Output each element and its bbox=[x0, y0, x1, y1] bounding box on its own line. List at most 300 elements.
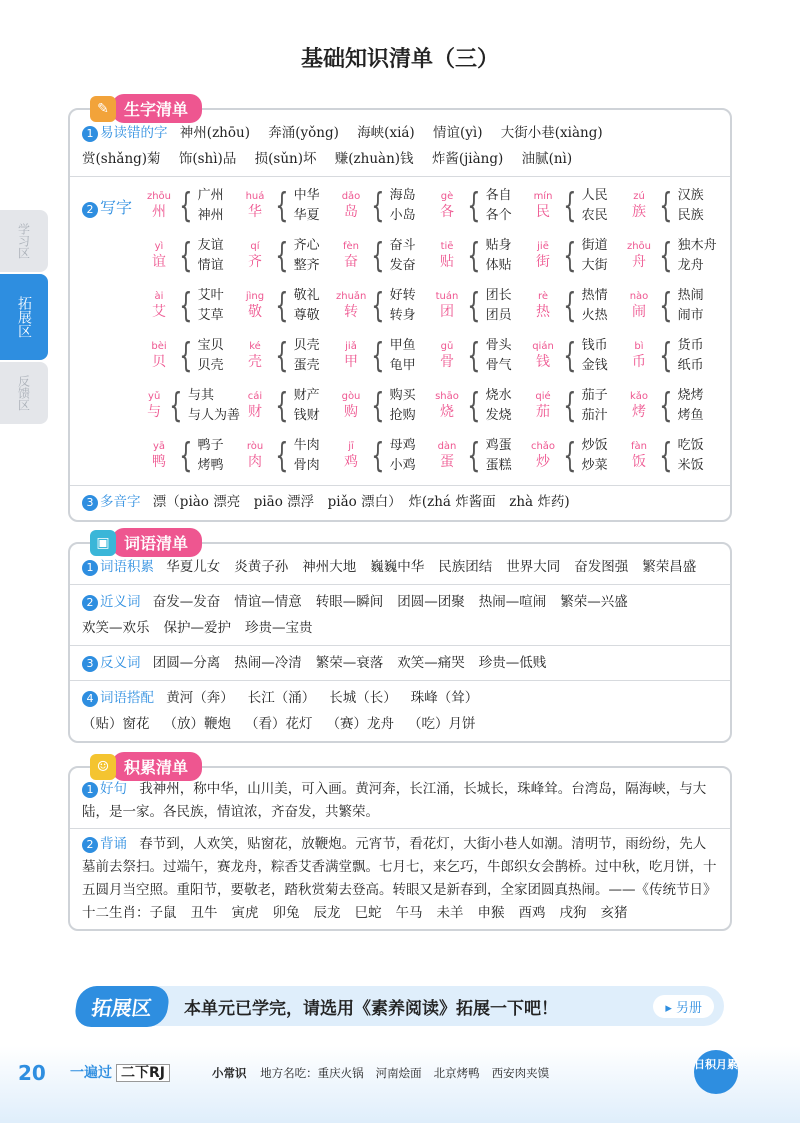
hanzi: 闹 bbox=[632, 304, 646, 320]
character bbox=[336, 241, 366, 271]
card-title: 生字清单 bbox=[112, 94, 202, 123]
banner-tag: 拓展区 bbox=[73, 986, 171, 1027]
extension-banner bbox=[84, 986, 724, 1026]
pinyin: zhuǎn bbox=[336, 291, 367, 302]
word-group bbox=[390, 386, 416, 426]
word-item: 海峡(xiá) bbox=[357, 125, 415, 141]
word-item: 神州(zhōu) bbox=[179, 125, 250, 141]
brace-icon: { bbox=[275, 186, 289, 226]
word-group bbox=[198, 186, 224, 226]
hanzi: 烧 bbox=[440, 404, 454, 420]
section-label: 4 词语搭配 bbox=[82, 690, 154, 706]
word-item: 炎黄子孙 bbox=[234, 559, 289, 575]
brace-icon: { bbox=[467, 386, 481, 426]
word: 贝壳 bbox=[293, 338, 320, 353]
zodiac-item: 寅虎 bbox=[231, 905, 259, 921]
character-cell bbox=[432, 333, 528, 379]
word: 贝壳 bbox=[197, 358, 224, 373]
brace-icon: { bbox=[659, 386, 673, 426]
character-cell bbox=[528, 333, 624, 379]
word: 整齐 bbox=[293, 258, 320, 273]
word: 贴身 bbox=[485, 238, 512, 253]
brace-icon: { bbox=[275, 236, 289, 276]
word-item: 赏(shǎng)菊 bbox=[82, 151, 161, 167]
pinyin: qí bbox=[250, 241, 260, 252]
pinyin: bì bbox=[634, 341, 644, 352]
collocation: （吃）月饼 bbox=[408, 716, 476, 732]
brace-icon: { bbox=[563, 286, 577, 326]
character-cell bbox=[528, 383, 624, 429]
hanzi: 饭 bbox=[632, 454, 646, 470]
character-cell bbox=[144, 233, 240, 279]
collocation: （贴）窗花 bbox=[82, 716, 150, 732]
section-synonyms bbox=[70, 585, 730, 646]
side-tab-feedback[interactable]: 反馈区 bbox=[0, 362, 48, 424]
word: 独木舟 bbox=[677, 238, 717, 253]
collocation: 黄河（奔） bbox=[166, 690, 234, 706]
word: 炒饭 bbox=[581, 438, 608, 453]
side-tab-learning[interactable]: 学习区 bbox=[0, 210, 48, 272]
word-group bbox=[390, 336, 416, 376]
word-group bbox=[582, 186, 608, 226]
character bbox=[624, 391, 654, 421]
word-group bbox=[678, 286, 704, 326]
section-label: 1 易读错的字 bbox=[82, 125, 168, 141]
character bbox=[528, 341, 558, 371]
brace-icon: { bbox=[371, 186, 385, 226]
character-cell bbox=[144, 383, 240, 429]
brand-name: 一遍过 bbox=[70, 1065, 112, 1081]
brace-icon: { bbox=[371, 436, 385, 476]
synonym-pair: 欢笑—欢乐 bbox=[82, 620, 150, 636]
brace-icon: { bbox=[371, 336, 385, 376]
zodiac-item: 巳蛇 bbox=[354, 905, 382, 921]
pinyin: qié bbox=[535, 391, 551, 402]
pinyin: gòu bbox=[341, 391, 361, 402]
recitation-text: 春节到，人欢笑，贴窗花，放鞭炮。元宵节，看花灯，大街小巷人如潮。清明节，雨纷纷，先人墓前去祭扫。过端午，赛龙舟，粽香艾香满堂飘。七月七，来乞巧，牛郎织女会鹊桥。过中秋，吃月饼，十五圆月当空照。重阳节，要敬老，踏秋赏菊去登高。转眼又是新春到，全家团圆真热闹。——《传统节日》 bbox=[82, 836, 717, 898]
character-cell bbox=[624, 333, 720, 379]
brace-icon: { bbox=[467, 336, 481, 376]
word: 敬礼 bbox=[293, 288, 320, 303]
word-group bbox=[198, 286, 224, 326]
word-item: 饰(shì)品 bbox=[178, 151, 237, 167]
word-item: 民族团结 bbox=[438, 559, 493, 575]
word: 茄汁 bbox=[581, 408, 608, 423]
brace-icon: { bbox=[659, 186, 673, 226]
word: 各个 bbox=[485, 208, 512, 223]
word: 吃饭 bbox=[677, 438, 704, 453]
pinyin: bèi bbox=[151, 341, 167, 352]
word: 龟甲 bbox=[389, 358, 416, 373]
word-group bbox=[390, 286, 416, 326]
page-number: 20 bbox=[18, 1061, 46, 1085]
character bbox=[336, 291, 366, 321]
word-item: 大街小巷(xiàng) bbox=[500, 125, 603, 141]
section-label: 3 多音字 bbox=[82, 494, 141, 510]
word: 与人为善 bbox=[187, 408, 240, 423]
word: 闹市 bbox=[677, 308, 704, 323]
word-group bbox=[678, 186, 704, 226]
brace-icon: { bbox=[467, 286, 481, 326]
brace-icon: { bbox=[179, 286, 193, 326]
word-group bbox=[486, 386, 512, 426]
word-group bbox=[198, 236, 224, 276]
character bbox=[432, 391, 462, 421]
brace-icon: { bbox=[371, 236, 385, 276]
word: 友谊 bbox=[197, 238, 224, 253]
footer bbox=[0, 1046, 800, 1123]
synonym-pair: 保护—爱护 bbox=[163, 620, 231, 636]
pinyin: zhōu bbox=[146, 191, 172, 202]
brace-icon: { bbox=[275, 436, 289, 476]
pinyin: ròu bbox=[246, 441, 264, 452]
grade-label: 二下RJ bbox=[116, 1064, 170, 1082]
word: 火热 bbox=[581, 308, 608, 323]
pinyin: dàn bbox=[437, 441, 457, 452]
word: 人民 bbox=[581, 188, 608, 203]
character bbox=[144, 291, 174, 321]
word-group bbox=[390, 236, 416, 276]
word-group bbox=[486, 336, 512, 376]
word-group bbox=[294, 386, 320, 426]
hanzi: 齐 bbox=[248, 254, 262, 270]
brace-icon: { bbox=[659, 336, 673, 376]
zodiac-item: 戌狗 bbox=[559, 905, 587, 921]
section-collocations bbox=[70, 681, 730, 741]
pinyin: gǔ bbox=[440, 341, 454, 352]
side-tab-extension[interactable]: 拓展区 bbox=[0, 274, 48, 360]
word-item: 损(sǔn)坏 bbox=[254, 151, 317, 167]
food-item: 西安肉夹馍 bbox=[491, 1066, 550, 1080]
pinyin: chǎo bbox=[530, 441, 556, 452]
character-cell bbox=[528, 283, 624, 329]
word: 钱币 bbox=[581, 338, 608, 353]
character-cell bbox=[624, 283, 720, 329]
brace-icon: { bbox=[467, 186, 481, 226]
character bbox=[144, 191, 174, 221]
hanzi: 贝 bbox=[152, 354, 166, 370]
word: 街道 bbox=[581, 238, 608, 253]
word: 奋斗 bbox=[389, 238, 416, 253]
hanzi: 财 bbox=[248, 404, 262, 420]
word-group bbox=[198, 436, 224, 476]
word: 蛋糕 bbox=[485, 458, 512, 473]
word: 广州 bbox=[197, 188, 224, 203]
brace-icon: { bbox=[275, 386, 289, 426]
hanzi: 购 bbox=[344, 404, 358, 420]
pinyin: rè bbox=[537, 291, 549, 302]
word-group bbox=[582, 436, 608, 476]
brace-icon: { bbox=[659, 236, 673, 276]
character-cell bbox=[624, 183, 720, 229]
character bbox=[144, 341, 174, 371]
pinyin: mín bbox=[533, 191, 553, 202]
brace-icon: { bbox=[467, 236, 481, 276]
word: 齐心 bbox=[293, 238, 320, 253]
hanzi: 岛 bbox=[344, 204, 358, 220]
word-group bbox=[198, 336, 224, 376]
word: 大街 bbox=[581, 258, 608, 273]
pinyin: ài bbox=[154, 291, 164, 302]
word: 汉族 bbox=[677, 188, 704, 203]
character-cell bbox=[432, 433, 528, 479]
word-item: 奋发图强 bbox=[574, 559, 629, 575]
word: 烤鱼 bbox=[677, 408, 704, 423]
brace-icon: { bbox=[563, 386, 577, 426]
zodiac-item: 未羊 bbox=[436, 905, 464, 921]
word-group bbox=[294, 336, 320, 376]
brace-icon: { bbox=[275, 286, 289, 326]
pinyin: yì bbox=[154, 241, 164, 252]
word: 华夏 bbox=[293, 208, 320, 223]
character bbox=[432, 291, 462, 321]
character bbox=[528, 391, 558, 421]
hanzi: 民 bbox=[536, 204, 550, 220]
hanzi: 艾 bbox=[152, 304, 166, 320]
word: 中华 bbox=[293, 188, 320, 203]
card-header bbox=[90, 94, 202, 123]
character bbox=[432, 241, 462, 271]
character-cell bbox=[336, 233, 432, 279]
polyphone-text: 漂（piào 漂亮 piāo 漂浮 piǎo 漂白） 炸(zhá 炸酱面 zhà 炸药) bbox=[152, 494, 570, 510]
character bbox=[624, 291, 654, 321]
hanzi: 壳 bbox=[248, 354, 262, 370]
pinyin: nào bbox=[629, 291, 649, 302]
pinyin: tiē bbox=[440, 241, 454, 252]
section-antonyms bbox=[70, 646, 730, 681]
synonym-pair: 珍贵—宝贵 bbox=[245, 620, 313, 636]
word: 艾叶 bbox=[197, 288, 224, 303]
brace-icon: { bbox=[371, 386, 385, 426]
food-item: 北京烤鸭 bbox=[433, 1066, 480, 1080]
word: 小岛 bbox=[389, 208, 416, 223]
collocation: （赛）龙舟 bbox=[326, 716, 394, 732]
card-header bbox=[90, 752, 202, 781]
pinyin: kǎo bbox=[629, 391, 649, 402]
character-cell bbox=[624, 433, 720, 479]
word: 与其 bbox=[187, 388, 214, 403]
hanzi: 州 bbox=[152, 204, 166, 220]
word-group bbox=[188, 386, 240, 426]
synonym-pair: 繁荣—兴盛 bbox=[560, 594, 628, 610]
word-group bbox=[294, 186, 320, 226]
word-group bbox=[582, 386, 608, 426]
pinyin: fèn bbox=[342, 241, 359, 252]
daily-badge: 日积月累 bbox=[694, 1050, 738, 1094]
word-group bbox=[294, 286, 320, 326]
word-item: 华夏儿女 bbox=[166, 559, 221, 575]
card-vocabulary bbox=[68, 534, 732, 743]
hanzi: 街 bbox=[536, 254, 550, 270]
pinyin: zú bbox=[633, 191, 645, 202]
brace-icon: { bbox=[659, 286, 673, 326]
word: 骨头 bbox=[485, 338, 512, 353]
word: 购买 bbox=[389, 388, 416, 403]
word: 抢购 bbox=[389, 408, 416, 423]
section-polyphones bbox=[70, 486, 730, 520]
synonym-pair: 团圆—团聚 bbox=[397, 594, 465, 610]
hanzi: 骨 bbox=[440, 354, 454, 370]
character-cell bbox=[240, 283, 336, 329]
word-item: 奔涌(yǒng) bbox=[268, 125, 339, 141]
hanzi: 贴 bbox=[440, 254, 454, 270]
footer-tip bbox=[212, 1065, 561, 1081]
card-new-characters bbox=[68, 100, 732, 522]
zodiac-item: 酉鸡 bbox=[518, 905, 546, 921]
word-group bbox=[582, 236, 608, 276]
synonym-pair: 奋发—发奋 bbox=[152, 594, 221, 610]
hanzi: 肉 bbox=[248, 454, 262, 470]
side-tabs bbox=[0, 210, 50, 426]
hanzi: 各 bbox=[440, 204, 454, 220]
character bbox=[144, 391, 164, 421]
character bbox=[528, 291, 558, 321]
word: 纸币 bbox=[677, 358, 704, 373]
hanzi: 鸡 bbox=[344, 454, 358, 470]
character-cell bbox=[432, 383, 528, 429]
brace-icon: { bbox=[179, 336, 193, 376]
character bbox=[528, 191, 558, 221]
character-cell bbox=[144, 333, 240, 379]
word: 尊敬 bbox=[293, 308, 320, 323]
word: 米饭 bbox=[677, 458, 704, 473]
tip-label: 地方名吃： bbox=[260, 1066, 318, 1080]
footer-brand bbox=[70, 1062, 170, 1082]
character-cell bbox=[144, 183, 240, 229]
character bbox=[144, 241, 174, 271]
word: 发奋 bbox=[389, 258, 416, 273]
character bbox=[432, 191, 462, 221]
zodiac-item: 辰龙 bbox=[313, 905, 341, 921]
word-group bbox=[294, 436, 320, 476]
pinyin: jiē bbox=[537, 241, 549, 252]
section-label: 2 背诵 bbox=[82, 836, 127, 852]
collocation: 长江（涌） bbox=[247, 690, 316, 706]
pencil-icon: ✎ bbox=[90, 96, 116, 122]
brace-icon: { bbox=[179, 236, 193, 276]
zodiac-item: 卯兔 bbox=[272, 905, 300, 921]
word: 炒菜 bbox=[581, 458, 608, 473]
character-cell bbox=[528, 433, 624, 479]
brace-icon: { bbox=[179, 436, 193, 476]
word: 财产 bbox=[293, 388, 320, 403]
word: 鸡蛋 bbox=[485, 438, 512, 453]
section-label: 3 反义词 bbox=[82, 655, 141, 671]
word: 烧水 bbox=[485, 388, 512, 403]
character-cell bbox=[144, 283, 240, 329]
character-grid bbox=[144, 183, 718, 479]
word: 农民 bbox=[581, 208, 608, 223]
hanzi: 鸭 bbox=[152, 454, 166, 470]
hanzi: 转 bbox=[344, 304, 358, 320]
zodiac-item: 午马 bbox=[395, 905, 423, 921]
card-accumulation bbox=[68, 758, 732, 931]
pinyin: tuán bbox=[435, 291, 459, 302]
word: 牛肉 bbox=[293, 438, 320, 453]
word: 骨气 bbox=[485, 358, 512, 373]
collocation: 长城（长） bbox=[329, 690, 397, 706]
character bbox=[432, 441, 462, 471]
hanzi: 华 bbox=[248, 204, 262, 220]
page-title: 基础知识清单（三） bbox=[300, 47, 499, 72]
character bbox=[624, 341, 654, 371]
word: 宝贝 bbox=[197, 338, 224, 353]
character-cell bbox=[432, 233, 528, 279]
word: 钱财 bbox=[293, 408, 320, 423]
antonym-pair: 珍贵—低贱 bbox=[478, 655, 547, 671]
pinyin: cái bbox=[247, 391, 263, 402]
word-item: 繁荣昌盛 bbox=[642, 559, 697, 575]
word: 蛋壳 bbox=[293, 358, 320, 373]
pinyin: ké bbox=[249, 341, 261, 352]
hanzi: 钱 bbox=[536, 354, 550, 370]
word: 艾草 bbox=[197, 308, 224, 323]
word: 烤鸭 bbox=[197, 458, 224, 473]
hanzi: 蛋 bbox=[440, 454, 454, 470]
word-group bbox=[582, 336, 608, 376]
zodiac-item: 子鼠 bbox=[149, 905, 177, 921]
pinyin: shāo bbox=[435, 391, 459, 402]
brace-icon: { bbox=[563, 436, 577, 476]
word-item: 神州大地 bbox=[302, 559, 357, 575]
banner-text: 本单元已学完，请选用《素养阅读》拓展一下吧！ bbox=[184, 998, 558, 1019]
word-group bbox=[678, 236, 717, 276]
word: 民族 bbox=[677, 208, 704, 223]
hanzi: 与 bbox=[147, 404, 162, 420]
collocation: 珠峰（耸） bbox=[410, 690, 479, 706]
word-item: 赚(zhuàn)钱 bbox=[334, 151, 414, 167]
character bbox=[336, 191, 366, 221]
word: 母鸡 bbox=[389, 438, 416, 453]
word-item: 炸酱(jiàng) bbox=[431, 151, 504, 167]
character-cell bbox=[624, 233, 720, 279]
pinyin: huá bbox=[245, 191, 265, 202]
pinyin: fàn bbox=[631, 441, 647, 452]
section-label: 2 近义词 bbox=[82, 594, 141, 610]
character bbox=[432, 341, 462, 371]
antonym-pair: 团圆—分离 bbox=[152, 655, 221, 671]
hanzi: 币 bbox=[632, 354, 646, 370]
hanzi: 谊 bbox=[152, 254, 166, 270]
pinyin: jī bbox=[348, 441, 354, 452]
character bbox=[528, 441, 558, 471]
character-cell bbox=[336, 383, 432, 429]
character-cell bbox=[624, 383, 720, 429]
hanzi: 热 bbox=[536, 304, 550, 320]
separate-volume-button[interactable]: ▸ 另册 bbox=[653, 995, 714, 1018]
hanzi: 甲 bbox=[344, 354, 358, 370]
character-cell bbox=[336, 283, 432, 329]
word: 烧烤 bbox=[677, 388, 704, 403]
synonym-pair: 情谊—情意 bbox=[234, 594, 302, 610]
word: 金钱 bbox=[581, 358, 608, 373]
word: 体贴 bbox=[485, 258, 512, 273]
word: 热闹 bbox=[677, 288, 704, 303]
hanzi: 烤 bbox=[632, 404, 646, 420]
word-item: 巍巍中华 bbox=[370, 559, 425, 575]
character bbox=[240, 441, 270, 471]
word-item: 世界大同 bbox=[506, 559, 561, 575]
card-title: 词语清单 bbox=[112, 528, 202, 557]
pinyin: yǔ bbox=[148, 391, 161, 402]
brace-icon: { bbox=[563, 186, 577, 226]
card-header bbox=[90, 528, 202, 557]
brace-icon: { bbox=[659, 436, 673, 476]
word: 好转 bbox=[389, 288, 416, 303]
brace-icon: { bbox=[275, 336, 289, 376]
pinyin: gè bbox=[440, 191, 454, 202]
good-sentence-text: 我神州，称中华，山川美，可入画。黄河奔，长江涌，长城长，珠峰耸。台湾岛，隔海峡，与大陆，是一家。各民族，情谊浓，齐奋发，共繁荣。 bbox=[82, 781, 707, 820]
